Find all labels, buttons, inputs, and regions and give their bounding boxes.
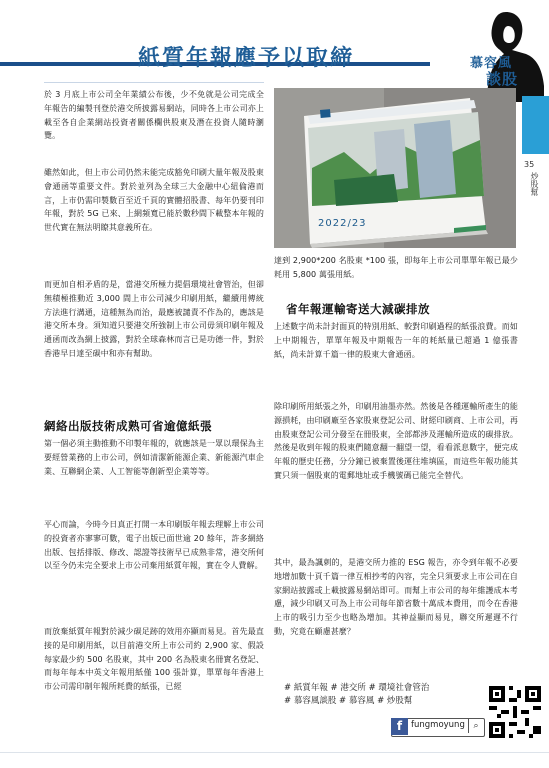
facebook-icon[interactable]: f [391, 718, 408, 735]
facebook-handle[interactable]: fungmoyung [411, 720, 465, 730]
hashtag[interactable]: # 慕容風談股 [284, 696, 337, 706]
footer-rule [0, 752, 549, 753]
column-name: 談股 [486, 70, 519, 88]
paragraph: 除印刷所用紙張之外，印刷用油墨亦然。然後是各種運輸所產生的能源損耗，由印刷廠至各家股東登記公司、財經印刷商、上市公司，再由股東登記公司分發至在冊股東，全部都涉及運輸所造成的碳排放。然後是收到年報的股東們隨意翻一翻望一望，看看派息數字，便完成年報的歷史任務，分分鐘已被棄置後運往堆填區，而這些年報功能其實只須一個股東的電郵地址或手機號碼已能完全替代。 [274, 402, 518, 480]
report-year: 2022/23 [318, 218, 367, 229]
article-title: 紙質年報應予以取締 [138, 46, 355, 71]
columnist-name: 慕容風 [470, 56, 513, 71]
annual-report-photo [274, 88, 516, 248]
paragraph: 平心而論，今時今日真正打開一本印刷版年報去理解上市公司的投資者亦寥寥可數，電子出版已面世逾 20 餘年，許多網絡出版、包括排版、修改、認證等技術早已成熟非常，港交所何以至今仍未完全要求上市公司棄用紙質年報，實在令人費解。 [44, 520, 264, 571]
section-heading: 網絡出版技術成熟可省逾億紙張 [44, 419, 212, 433]
side-tab [522, 96, 549, 154]
hashtag[interactable]: # 慕容風 [339, 696, 375, 706]
hashtag[interactable]: # 港交所 [330, 683, 366, 693]
section-heading: 省年報運輸寄送大減碳排放 [286, 302, 430, 316]
section-label: 炒股幫 [530, 172, 539, 196]
search-icon[interactable]: ⌕ [468, 719, 483, 733]
paragraph: 達到 2,900*200 名股東 *100 張，即每年上市公司單單年報已最少耗用 5,800 萬張用紙。 [274, 256, 518, 279]
hashtags [284, 682, 504, 708]
qr-code[interactable] [489, 686, 541, 738]
paragraph: 於 3 月底上市公司全年業績公布後，少不免就是公司完成全年報告的編製刊登於港交所披露易網站，同時各上市公司亦上載至各自企業網站投資者關係欄供股東及潛在投資人隨時瀏覽。 [44, 90, 264, 141]
paragraph: 其中，最為諷刺的，是港交所力推的 ESG 報告，亦令到年報不必要地增加數十頁千篇一律互相抄考的內容，完全只須要求上市公司在自家網站披露或上載披露易網站即可。而幫上市公司的每年維護成本考慮，減少印刷又可為上市公司每年節省數十萬成本費用，而令在香港上市的吸引力至少也略為增加。其神益顯而易見，聯交所遲遲不行動，究竟在顧慮甚麼？ [274, 558, 518, 636]
page-number: 35 [524, 160, 535, 169]
hashtag[interactable]: # 炒股幫 [377, 696, 413, 706]
hashtag[interactable]: # 紙質年報 [284, 683, 328, 693]
paragraph: 而放棄紙質年報對於減少碳足跡的效用亦顯而易見。首先最直接的是印刷用紙，以目前港交所上市公司約 2,900 家、假設每家最少約 500 名股東，其中 200 名為股東名冊實名登記、而每年每本中英文年報用紙僅 100 張計算，單單每年香港上市公司需印制年報所耗費的紙張，已經 [44, 627, 264, 692]
hashtag[interactable]: # 環境社會管治 [368, 683, 430, 693]
paragraph: 而更加自相矛盾的是，當港交所極力提倡環境社會管治，但卻無積極推動近 3,000 間上市公司減少印刷用紙，繼續用傳統方法進行溝通，這種無為而治，最應被譴責不作為的，應該是港交所本身。須知道只要港交所強制上市公司毋須印刷年報及通函而改為網上披露，對於全球森林而言已是功德一件，對於香港早日達至碳中和亦有幫助。 [44, 280, 264, 358]
paragraph: 雖然如此，但上市公司仍然未能完成豁免印刷大量年報及股東會通函等重要文件。對於並列為全球三大金融中心紐倫港而言，上市仍需印製數百至近千頁的實體招股書、每年仍要刊印年報，對於 5G 已來、上網頻寬已能於數秒間下載整本年報的世代實在無法明瞭其意義所在。 [44, 168, 264, 233]
paragraph: 第一個必須主動推動不印製年報的，就應該是一眾以環保為主要經營業務的上市公司，例如清潔新能源企業、新能源汽車企業、互聯網企業、人工智能等創新型企業等等。 [44, 439, 264, 476]
column-top-rule [44, 82, 264, 83]
paragraph: 上述數字尚未計封面頁的特別用紙、較對印刷過程的紙張浪費。而如上中期報告，單單年報及中期報告一年的耗紙量已超過 1 億張書紙，尚未計算千篇一律的股東大會通函。 [274, 322, 518, 359]
